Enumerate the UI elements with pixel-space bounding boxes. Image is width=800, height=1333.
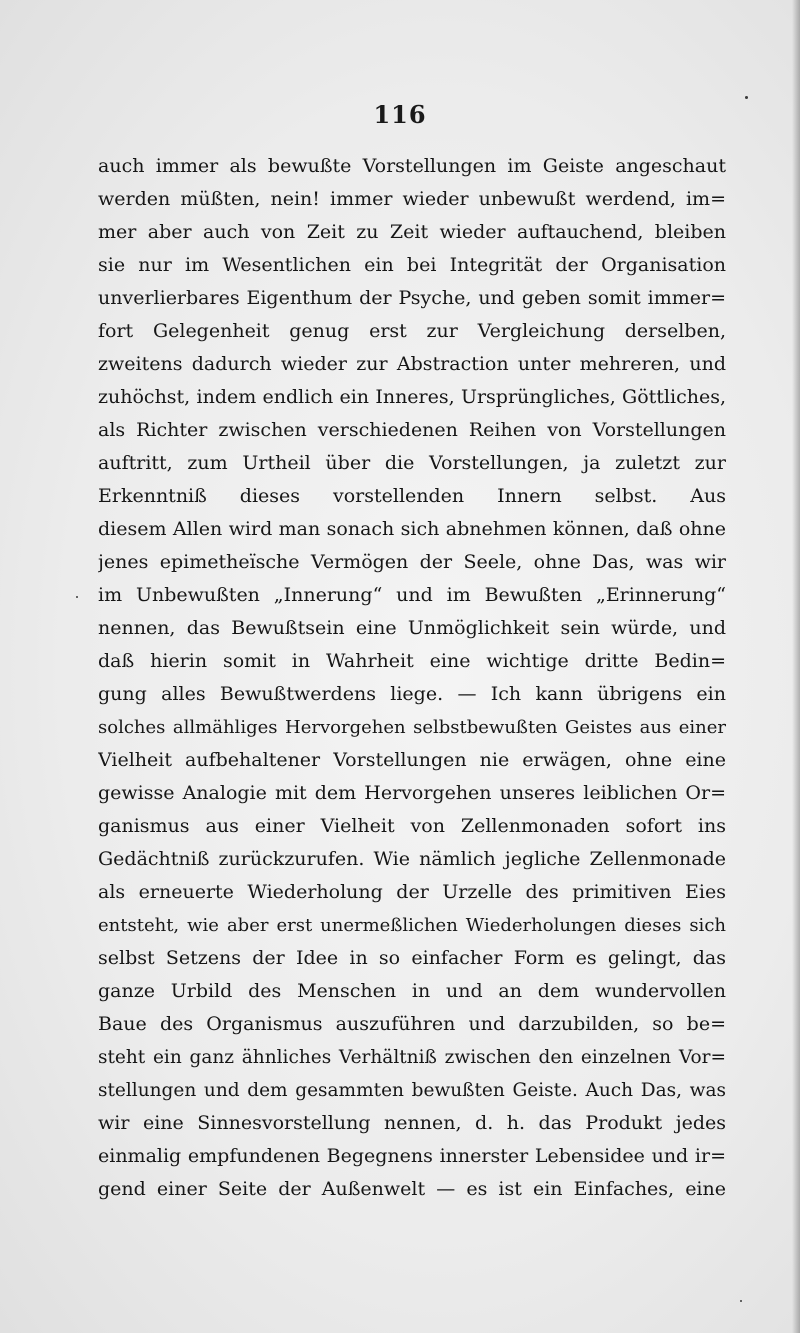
text-line: solches allmähliges Hervorgehen selbstbewußten Geistes aus einer — [98, 717, 726, 738]
text-line: gewisse Analogie mit dem Hervorgehen unseres leiblichen Or= — [98, 782, 726, 804]
text-line: jenes epimetheïsche Vermögen der Seele, ohne Das, was wir — [98, 551, 726, 573]
text-line: werden müßten, nein! immer wieder unbewußt werdend, im= — [98, 188, 726, 210]
text-line: als Richter zwischen verschiedenen Reihen von Vorstellungen — [98, 419, 726, 441]
paper-speck — [745, 96, 748, 99]
text-line: daß hierin somit in Wahrheit eine wichtige dritte Bedin= — [98, 650, 726, 672]
text-line: mer aber auch von Zeit zu Zeit wieder auftauchend, bleiben — [98, 221, 726, 243]
text-line: unverlierbares Eigenthum der Psyche, und geben somit immer= — [98, 287, 726, 309]
text-line: wir eine Sinnesvorstellung nennen, d. h. das Produkt jedes — [98, 1112, 726, 1134]
paper-speck — [76, 596, 78, 598]
paper-speck — [740, 1300, 742, 1302]
text-line: nennen, das Bewußtsein eine Unmöglichkeit sein würde, und — [98, 617, 726, 639]
text-line: ganze Urbild des Menschen in und an dem wundervollen — [98, 980, 726, 1002]
text-line: einmalig empfundenen Begegnens innerster Lebensidee und ir= — [98, 1145, 726, 1167]
text-line: selbst Setzens der Idee in so einfacher Form es gelingt, das — [98, 947, 726, 969]
body-text — [98, 150, 726, 1206]
text-line: Baue des Organismus auszuführen und darzubilden, so be= — [98, 1013, 726, 1035]
text-line: steht ein ganz ähnliches Verhältniß zwischen den einzelnen Vor= — [98, 1047, 726, 1068]
text-line: stellungen und dem gesammten bewußten Geiste. Auch Das, was — [98, 1080, 726, 1101]
text-line: gung alles Bewußtwerdens liege. — Ich kann übrigens ein — [98, 683, 726, 705]
text-line: entsteht, wie aber erst unermeßlichen Wiederholungen dieses sich — [98, 915, 726, 936]
text-line: auftritt, zum Urtheil über die Vorstellungen, ja zuletzt zur — [98, 452, 726, 474]
text-line: als erneuerte Wiederholung der Urzelle des primitiven Eies — [98, 881, 726, 903]
text-line: zuhöchst, indem endlich ein Inneres, Ursprüngliches, Göttliches, — [98, 386, 726, 408]
page-edge-shadow — [792, 0, 800, 1333]
text-line: sie nur im Wesentlichen ein bei Integrität der Organisation — [98, 254, 726, 276]
text-line: fort Gelegenheit genug erst zur Vergleichung derselben, — [98, 320, 726, 342]
text-line: auch immer als bewußte Vorstellungen im Geiste angeschaut — [98, 155, 726, 177]
text-line: ganismus aus einer Vielheit von Zellenmonaden sofort ins — [98, 815, 726, 837]
text-line: Erkenntniß dieses vorstellenden Innern selbst. Aus — [98, 485, 726, 507]
page-number: 116 — [373, 100, 427, 129]
text-line: zweitens dadurch wieder zur Abstraction unter mehreren, und — [98, 353, 726, 375]
text-line: gend einer Seite der Außenwelt — es ist ein Einfaches, eine — [98, 1178, 726, 1200]
text-line: Vielheit aufbehaltener Vorstellungen nie erwägen, ohne eine — [98, 749, 726, 771]
text-line: diesem Allen wird man sonach sich abnehmen können, daß ohne — [98, 518, 726, 540]
text-line: im Unbewußten „Innerung“ und im Bewußten „Erinnerung“ — [98, 584, 726, 606]
text-line: Gedächtniß zurückzurufen. Wie nämlich jegliche Zellenmonade — [98, 848, 726, 870]
